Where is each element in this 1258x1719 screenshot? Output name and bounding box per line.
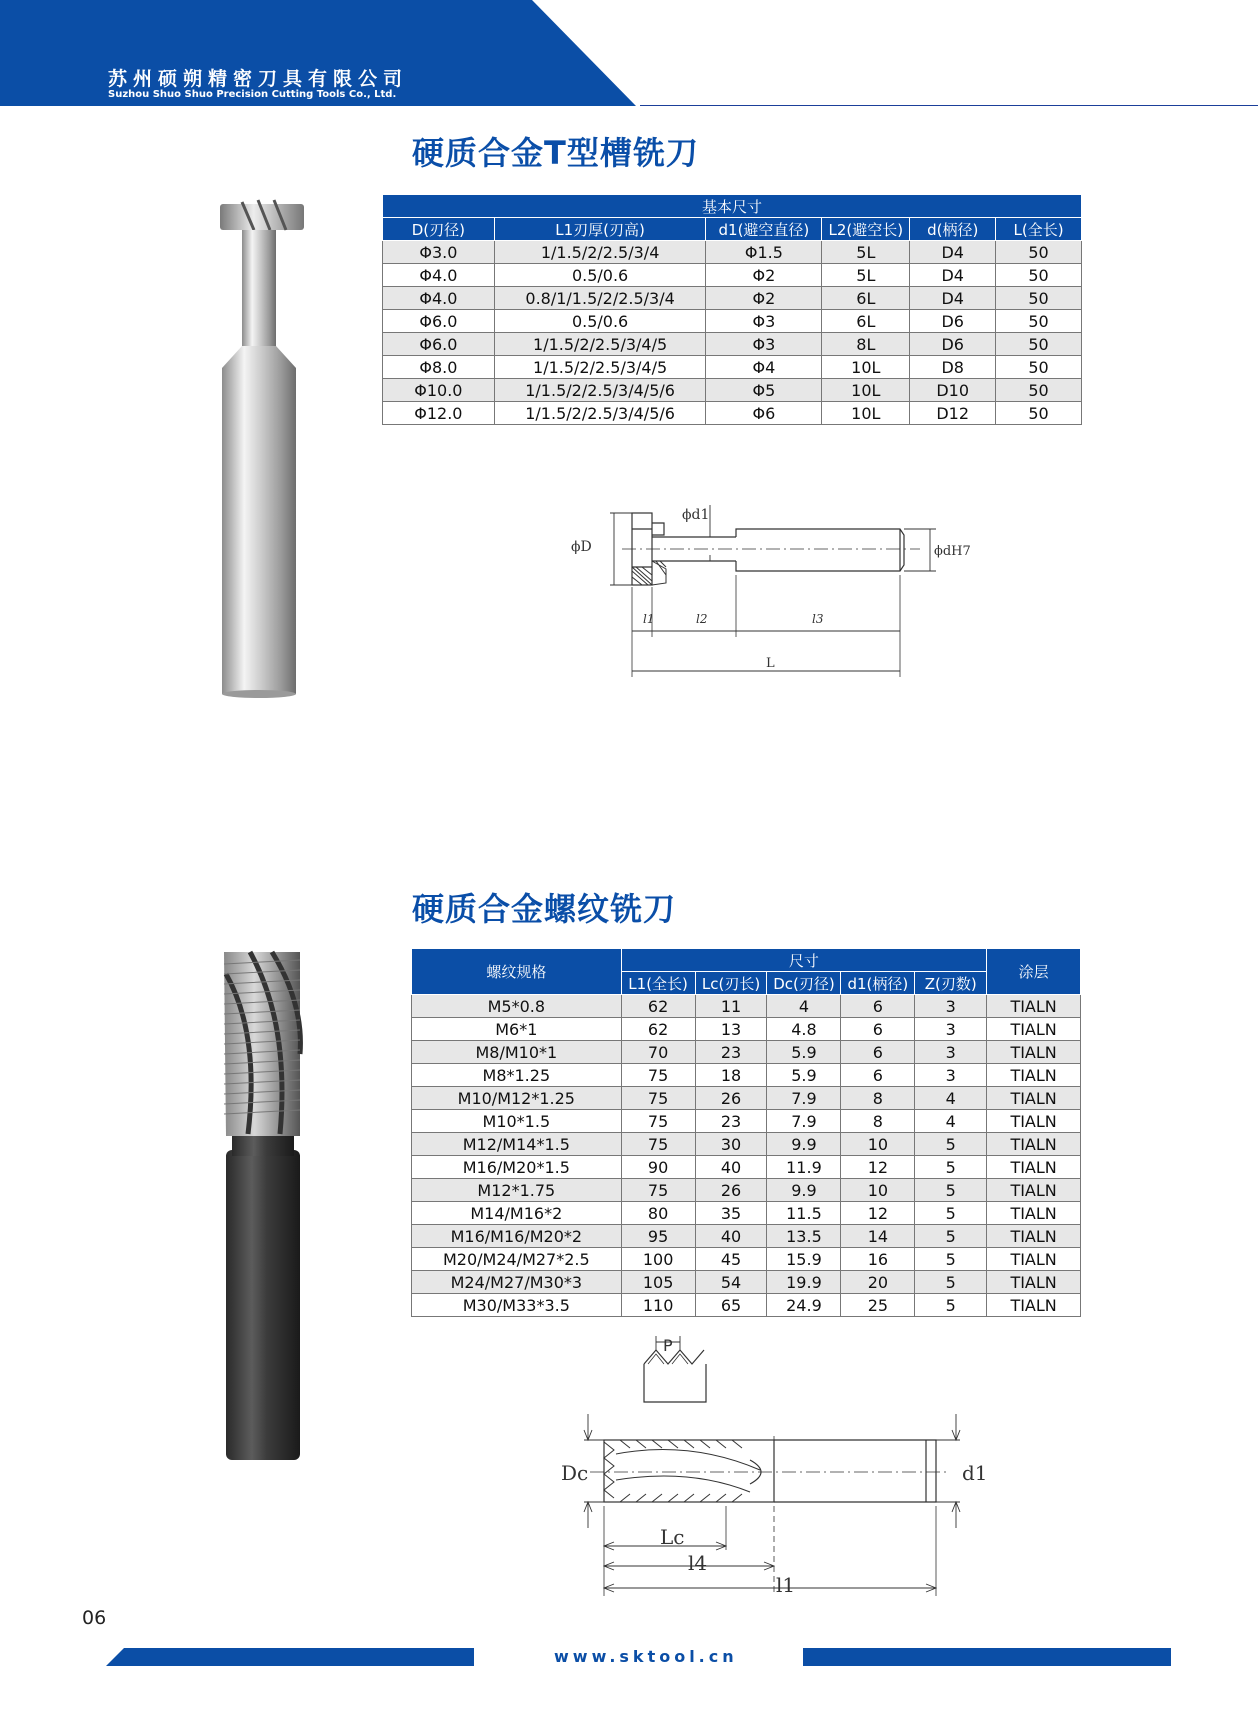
table-row: [412, 995, 1081, 1018]
table-cell: 50: [996, 310, 1082, 333]
table-row: [412, 1248, 1081, 1271]
thread-pitch-profile-diagram: [636, 1334, 716, 1404]
thread-mill-image: [220, 944, 310, 1466]
thread-mill-spec-table: [411, 948, 1081, 1317]
company-name-cn: 苏州硕朔精密刀具有限公司: [108, 68, 409, 90]
table-cell: M10/M12*1.25: [412, 1087, 622, 1110]
table-row: [383, 333, 1082, 356]
table-row: [412, 1202, 1081, 1225]
table-row: [383, 287, 1082, 310]
table-body: [383, 241, 1082, 425]
dim-label-l3: l3: [812, 612, 824, 626]
dim-label-l4: l4: [688, 1551, 708, 1575]
table-cell: 26: [695, 1179, 767, 1202]
table-cell: M16/M16/M20*2: [412, 1225, 622, 1248]
dim-label-L: L: [766, 656, 775, 671]
table-cell: 75: [621, 1064, 695, 1087]
table-cell: 3: [915, 1018, 987, 1041]
table-cell: 5.9: [767, 1064, 841, 1087]
table-cell: 4: [915, 1087, 987, 1110]
dim-label-P: P: [663, 1336, 673, 1355]
table-cell: 23: [695, 1110, 767, 1133]
table-cell: 90: [621, 1156, 695, 1179]
table-cell: 12: [841, 1156, 915, 1179]
table-row: [412, 1271, 1081, 1294]
table-row: [412, 1110, 1081, 1133]
table-cell: 19.9: [767, 1271, 841, 1294]
table-cell: 16: [841, 1248, 915, 1271]
table-cell: 95: [621, 1225, 695, 1248]
table-cell: 15.9: [767, 1248, 841, 1271]
table-cell: TIALN: [987, 995, 1081, 1018]
table-cell: 6: [841, 1041, 915, 1064]
col-header: D(刃径): [383, 218, 495, 241]
table-cell: 10L: [822, 356, 910, 379]
table-cell: 4: [915, 1110, 987, 1133]
dim-label-l1: l1: [776, 1573, 796, 1596]
table-cell: 50: [996, 379, 1082, 402]
footer-bar-left: [106, 1648, 474, 1666]
table-cell: TIALN: [987, 1248, 1081, 1271]
table-cell: 10: [841, 1179, 915, 1202]
table-cell: M8*1.25: [412, 1064, 622, 1087]
table-cell: 6: [841, 1064, 915, 1087]
table-cell: 3: [915, 1041, 987, 1064]
table-cell: 0.8/1/1.5/2/2.5/3/4: [494, 287, 706, 310]
table-cell: 11: [695, 995, 767, 1018]
dim-label-l1: l1: [643, 612, 655, 626]
table-row: [383, 379, 1082, 402]
col-header: d(柄径): [910, 218, 996, 241]
table-cell: 54: [695, 1271, 767, 1294]
table-cell: M12*1.75: [412, 1179, 622, 1202]
table-cell: 50: [996, 287, 1082, 310]
table-cell: 5.9: [767, 1041, 841, 1064]
table-cell: 4: [767, 995, 841, 1018]
table-cell: M6*1: [412, 1018, 622, 1041]
table-row: [412, 1179, 1081, 1202]
table-cell: 8: [841, 1110, 915, 1133]
table-cell: 110: [621, 1294, 695, 1317]
table-cell: 11.9: [767, 1156, 841, 1179]
table-cell: 40: [695, 1156, 767, 1179]
table-cell: 0.5/0.6: [494, 310, 706, 333]
table-cell: 3: [915, 1064, 987, 1087]
table-row: [412, 1041, 1081, 1064]
table-cell: TIALN: [987, 1179, 1081, 1202]
dim-label-Dc: Dc: [561, 1461, 589, 1485]
table-cell: 1/1.5/2/2.5/3/4/5: [494, 356, 706, 379]
table-cell: TIALN: [987, 1041, 1081, 1064]
table-row: [412, 1225, 1081, 1248]
dim-label-dh7: ϕdH7: [934, 544, 971, 559]
table-cell: 50: [996, 333, 1082, 356]
table-cell: 24.9: [767, 1294, 841, 1317]
table-row: [412, 1064, 1081, 1087]
thread-mill-technical-drawing: [560, 1410, 1000, 1596]
table-cell: 4.8: [767, 1018, 841, 1041]
table-cell: 20: [841, 1271, 915, 1294]
col-header: Lc(刃长): [695, 972, 767, 995]
table-cell: 105: [621, 1271, 695, 1294]
website-url[interactable]: www.sktool.cn: [554, 1647, 738, 1666]
table-cell: Φ3.0: [383, 241, 495, 264]
t-slot-spec-table: [382, 194, 1082, 425]
table-cell: D12: [910, 402, 996, 425]
table-cell: Φ5: [706, 379, 822, 402]
table-cell: 100: [621, 1248, 695, 1271]
table-cell: 45: [695, 1248, 767, 1271]
table-cell: 40: [695, 1225, 767, 1248]
table-cell: Φ6.0: [383, 333, 495, 356]
table-cell: 5: [915, 1271, 987, 1294]
page-number: 06: [82, 1607, 107, 1629]
table-cell: D6: [910, 310, 996, 333]
table-cell: TIALN: [987, 1202, 1081, 1225]
col-header: L2(避空长): [822, 218, 910, 241]
table-cell: 5: [915, 1179, 987, 1202]
table-cell: TIALN: [987, 1156, 1081, 1179]
table-cell: 5: [915, 1156, 987, 1179]
t-slot-cutter-image: [210, 196, 310, 702]
table-cell: TIALN: [987, 1110, 1081, 1133]
table-cell: Φ4: [706, 356, 822, 379]
table-cell: 5: [915, 1294, 987, 1317]
dim-label-d1: d1: [962, 1461, 988, 1485]
table-cell: Φ6: [706, 402, 822, 425]
table-cell: 50: [996, 241, 1082, 264]
table-cell: M20/M24/M27*2.5: [412, 1248, 622, 1271]
table-cell: 25: [841, 1294, 915, 1317]
table-cell: M5*0.8: [412, 995, 622, 1018]
table-cell: D4: [910, 287, 996, 310]
table-cell: 65: [695, 1294, 767, 1317]
col-header: L1(全长): [621, 972, 695, 995]
table-cell: M16/M20*1.5: [412, 1156, 622, 1179]
table-cell: 1/1.5/2/2.5/3/4/5/6: [494, 402, 706, 425]
table-cell: 30: [695, 1133, 767, 1156]
table-row: [383, 402, 1082, 425]
table-cell: M30/M33*3.5: [412, 1294, 622, 1317]
table-cell: 1/1.5/2/2.5/3/4/5: [494, 333, 706, 356]
table-cell: 80: [621, 1202, 695, 1225]
table-cell: TIALN: [987, 1294, 1081, 1317]
footer-bar-right: [803, 1648, 1171, 1666]
table-group-header: 基本尺寸: [383, 195, 1082, 218]
table-cell: 35: [695, 1202, 767, 1225]
table-cell: 5: [915, 1248, 987, 1271]
table-cell: Φ2: [706, 264, 822, 287]
table-cell: 1/1.5/2/2.5/3/4: [494, 241, 706, 264]
table-cell: D4: [910, 241, 996, 264]
table-cell: 12: [841, 1202, 915, 1225]
table-cell: M8/M10*1: [412, 1041, 622, 1064]
table-cell: 6L: [822, 310, 910, 333]
table-cell: 18: [695, 1064, 767, 1087]
table-cell: 50: [996, 356, 1082, 379]
dim-label-Lc: Lc: [660, 1525, 685, 1549]
table-cell: 13: [695, 1018, 767, 1041]
table-cell: Φ10.0: [383, 379, 495, 402]
table-cell: 75: [621, 1110, 695, 1133]
table-cell: TIALN: [987, 1064, 1081, 1087]
table-cell: D6: [910, 333, 996, 356]
dim-label-d1: ϕd1: [682, 507, 710, 523]
t-slot-technical-drawing: [560, 495, 1010, 685]
table-cell: 14: [841, 1225, 915, 1248]
table-cell: Φ3: [706, 310, 822, 333]
table-cell: 3: [915, 995, 987, 1018]
col-header: d1(避空直径): [706, 218, 822, 241]
table-cell: 10L: [822, 402, 910, 425]
table-cell: 6: [841, 1018, 915, 1041]
table-cell: 13.5: [767, 1225, 841, 1248]
table-body: [412, 995, 1081, 1317]
table-cell: 10L: [822, 379, 910, 402]
col-header: L(全长): [996, 218, 1082, 241]
table-cell: M24/M27/M30*3: [412, 1271, 622, 1294]
table-cell: M10*1.5: [412, 1110, 622, 1133]
table-cell: 9.9: [767, 1179, 841, 1202]
table-cell: 7.9: [767, 1110, 841, 1133]
table-cell: 11.5: [767, 1202, 841, 1225]
col-header-coating: 涂层: [987, 949, 1081, 995]
table-cell: 5: [915, 1225, 987, 1248]
table-cell: D4: [910, 264, 996, 287]
table-cell: 75: [621, 1179, 695, 1202]
col-header: L1刃厚(刃高): [494, 218, 706, 241]
col-header: Dc(刃径): [767, 972, 841, 995]
table-row: [412, 1133, 1081, 1156]
dim-label-D: ϕD: [571, 539, 592, 555]
table-cell: 7.9: [767, 1087, 841, 1110]
header-rule: [640, 105, 1258, 106]
table-row: [412, 1018, 1081, 1041]
section-title-t-slot: 硬质合金T型槽铣刀: [412, 134, 699, 172]
table-cell: Φ4.0: [383, 264, 495, 287]
table-cell: TIALN: [987, 1087, 1081, 1110]
table-cell: 23: [695, 1041, 767, 1064]
table-group-header: 尺寸: [621, 949, 987, 972]
table-cell: 0.5/0.6: [494, 264, 706, 287]
table-row: [383, 264, 1082, 287]
table-cell: Φ3: [706, 333, 822, 356]
table-cell: TIALN: [987, 1271, 1081, 1294]
table-cell: 26: [695, 1087, 767, 1110]
col-header-thread: 螺纹规格: [412, 949, 622, 995]
col-header: Z(刃数): [915, 972, 987, 995]
table-cell: Φ4.0: [383, 287, 495, 310]
table-cell: 5: [915, 1133, 987, 1156]
table-cell: 50: [996, 264, 1082, 287]
table-cell: 9.9: [767, 1133, 841, 1156]
table-cell: TIALN: [987, 1018, 1081, 1041]
table-cell: 5L: [822, 264, 910, 287]
table-cell: Φ12.0: [383, 402, 495, 425]
table-cell: 50: [996, 402, 1082, 425]
table-cell: Φ1.5: [706, 241, 822, 264]
table-cell: 6L: [822, 287, 910, 310]
table-cell: 8: [841, 1087, 915, 1110]
table-cell: 62: [621, 995, 695, 1018]
table-cell: Φ2: [706, 287, 822, 310]
table-cell: 75: [621, 1133, 695, 1156]
table-cell: 62: [621, 1018, 695, 1041]
table-row: [412, 1294, 1081, 1317]
table-cell: 75: [621, 1087, 695, 1110]
company-name-en: Suzhou Shuo Shuo Precision Cutting Tools Co., Ltd.: [108, 89, 397, 100]
section-title-thread-mill: 硬质合金螺纹铣刀: [412, 890, 677, 928]
table-row: [383, 356, 1082, 379]
table-cell: 8L: [822, 333, 910, 356]
table-cell: 70: [621, 1041, 695, 1064]
table-cell: 5: [915, 1202, 987, 1225]
table-cell: Φ6.0: [383, 310, 495, 333]
table-row: [412, 1087, 1081, 1110]
table-row: [412, 1156, 1081, 1179]
table-cell: M12/M14*1.5: [412, 1133, 622, 1156]
table-cell: TIALN: [987, 1225, 1081, 1248]
table-cell: 6: [841, 995, 915, 1018]
table-cell: 5L: [822, 241, 910, 264]
table-cell: TIALN: [987, 1133, 1081, 1156]
col-header: d1(柄径): [841, 972, 915, 995]
table-row: [383, 310, 1082, 333]
table-cell: 1/1.5/2/2.5/3/4/5/6: [494, 379, 706, 402]
dim-label-l2: l2: [696, 612, 708, 626]
table-cell: 10: [841, 1133, 915, 1156]
table-cell: Φ8.0: [383, 356, 495, 379]
table-cell: D10: [910, 379, 996, 402]
table-cell: D8: [910, 356, 996, 379]
table-cell: M14/M16*2: [412, 1202, 622, 1225]
table-row: [383, 241, 1082, 264]
